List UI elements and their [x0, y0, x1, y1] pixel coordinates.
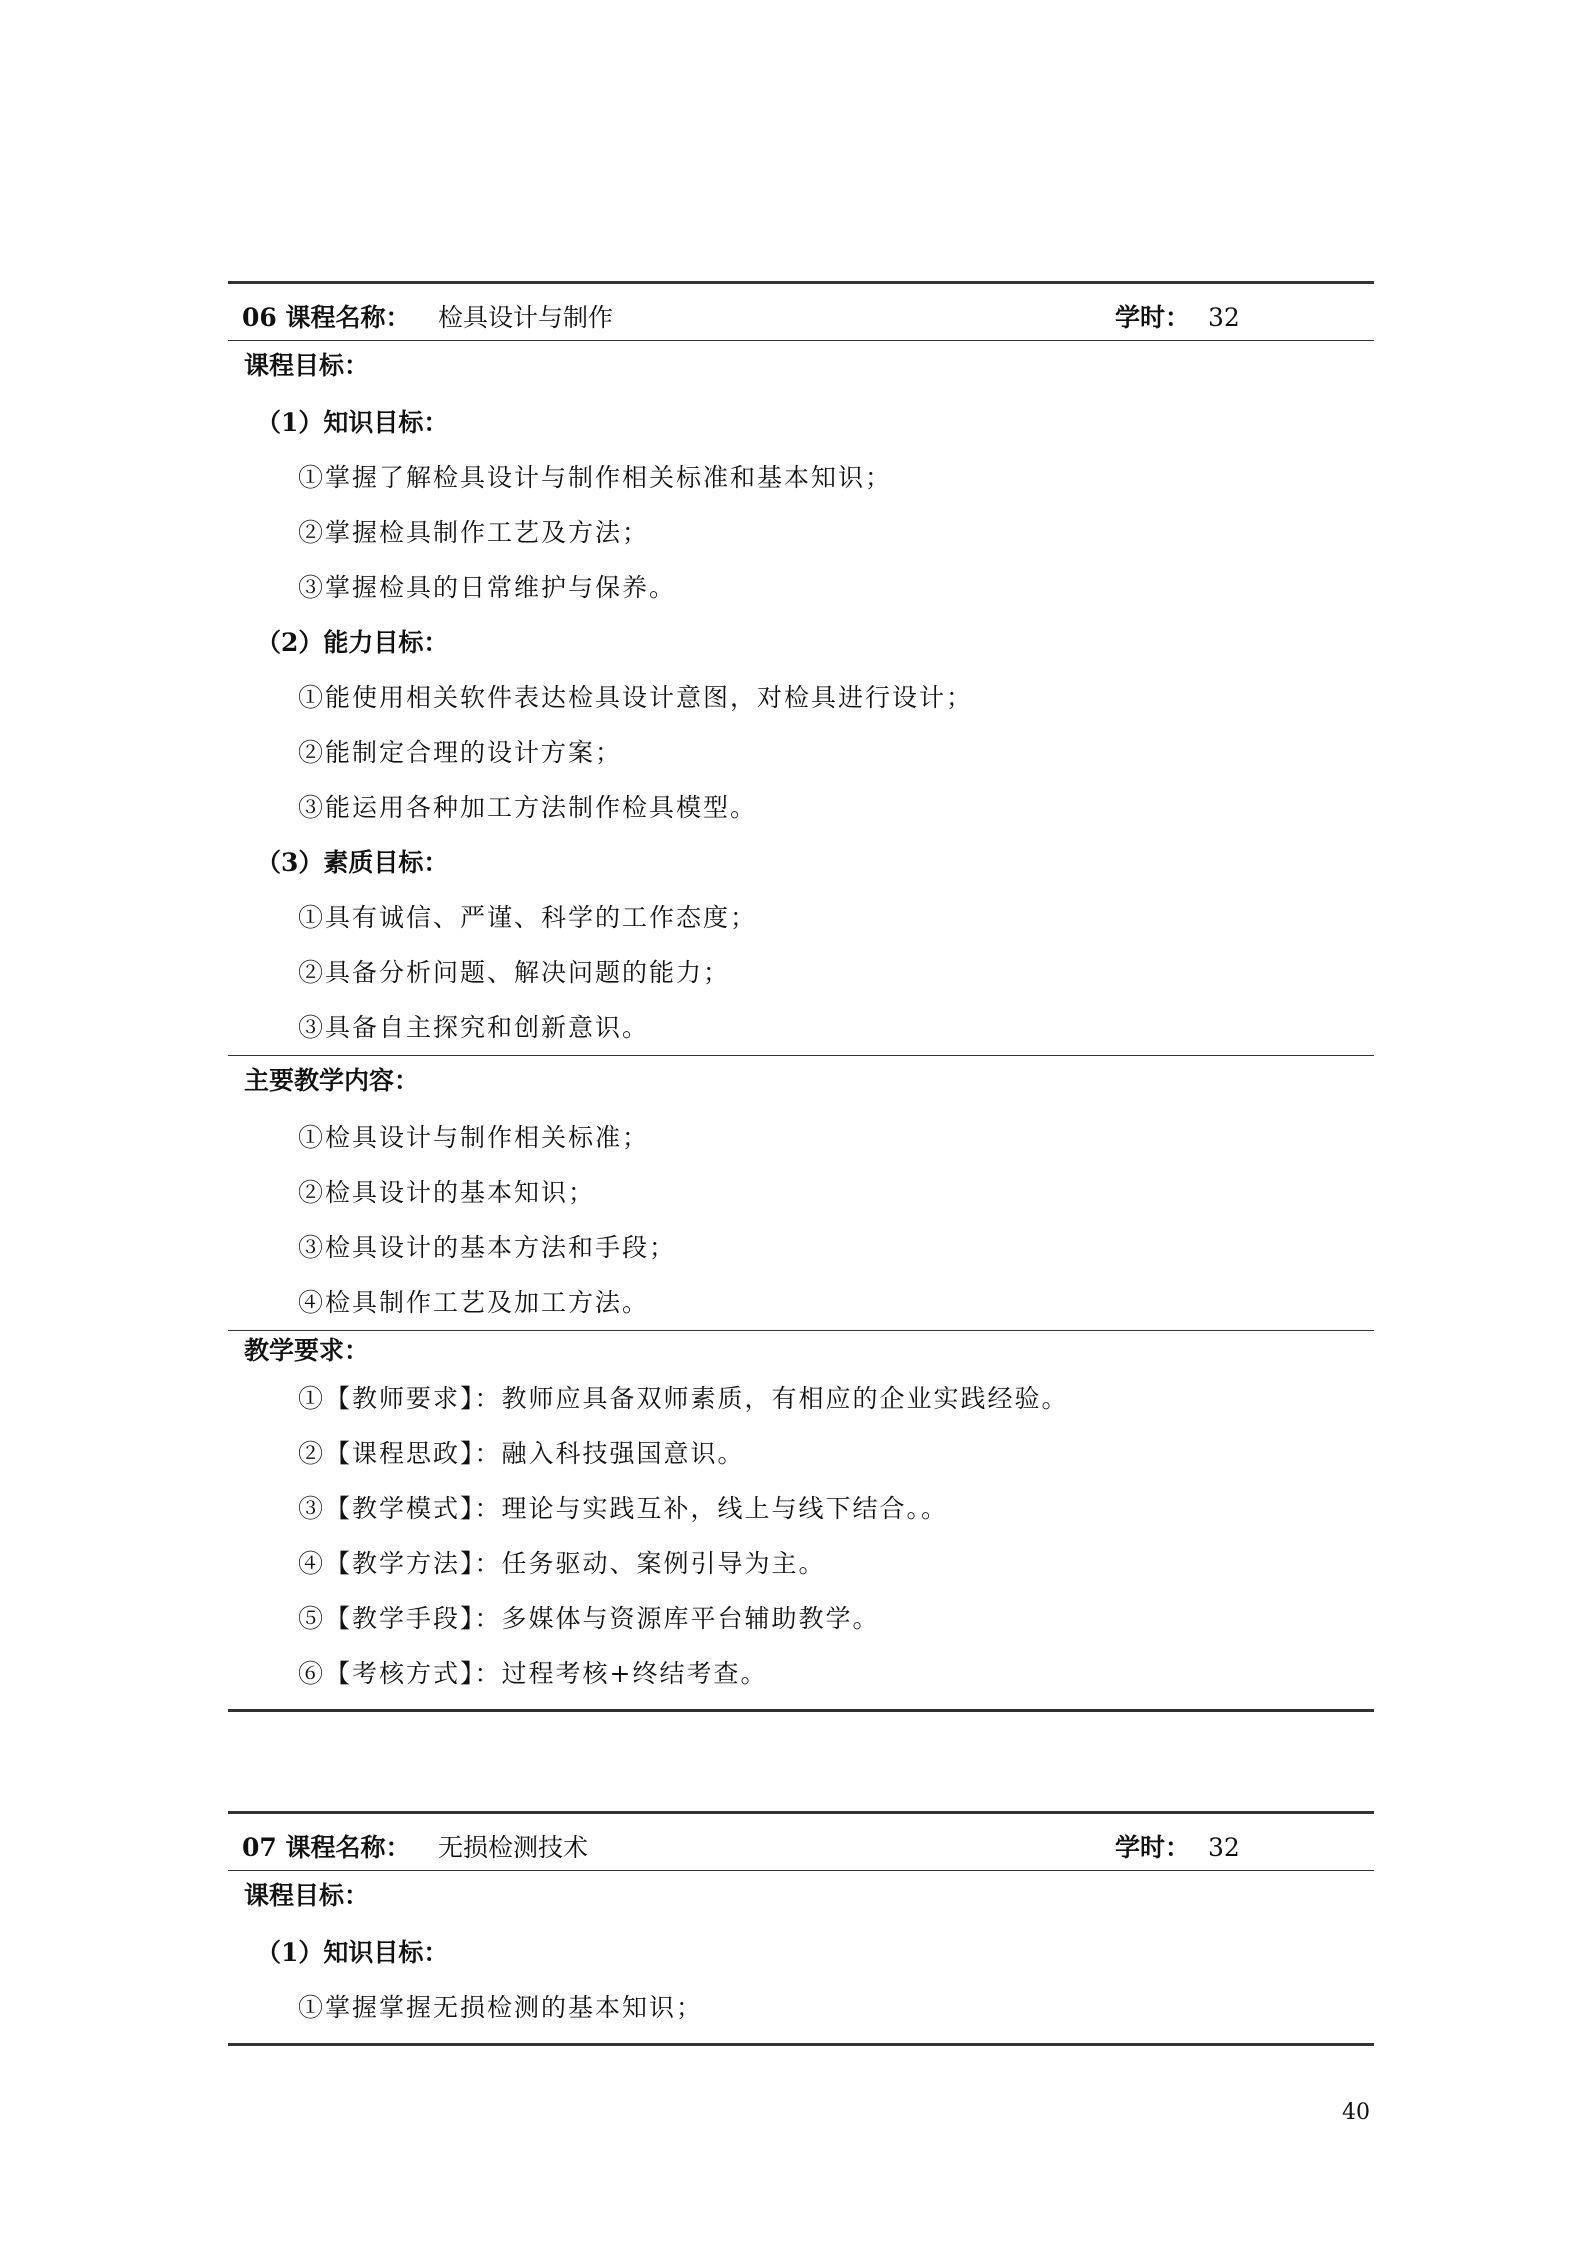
- hours-label: 学时：: [1115, 1833, 1191, 1862]
- requirements-list: [228, 1371, 1374, 1701]
- list-item: ①检具设计与制作相关标准；: [298, 1123, 650, 1152]
- list-item: ②检具设计的基本知识；: [298, 1178, 596, 1207]
- goals-title: 课程目标：: [244, 1881, 370, 1910]
- page-number: 40: [1342, 2100, 1370, 2125]
- list-item: ②具备分析问题、解决问题的能力；: [298, 958, 731, 987]
- course-name-label: 课程名称：: [285, 303, 411, 332]
- goals-title: 课程目标：: [244, 351, 370, 380]
- course-number: 06 课程名称：: [242, 303, 411, 332]
- course-header: [228, 1814, 1374, 1870]
- table-bottom-rule: [228, 1709, 1374, 1712]
- list-item: ①掌握了解检具设计与制作相关标准和基本知识；: [298, 463, 893, 492]
- course-name: 检具设计与制作: [438, 303, 614, 332]
- list-item: ⑥【考核方式】：过程考核+终结考查。: [298, 1659, 768, 1688]
- course-06-table: [228, 281, 1374, 1712]
- list-item: ④检具制作工艺及加工方法。: [298, 1288, 650, 1317]
- course-number: 07 课程名称：: [242, 1833, 411, 1862]
- list-item: ③能运用各种加工方法制作检具模型。: [298, 793, 758, 822]
- requirements-title: 教学要求：: [244, 1336, 370, 1365]
- list-item: ②能制定合理的设计方案；: [298, 738, 623, 767]
- course-header: [228, 284, 1374, 340]
- course-07-table: [228, 1811, 1374, 2046]
- hours-value: 32: [1208, 303, 1240, 332]
- content-title: 主要教学内容：: [244, 1066, 420, 1095]
- course-hours: [1115, 298, 1240, 334]
- ability-title: （2）能力目标：: [256, 628, 449, 657]
- hours-label: 学时：: [1115, 303, 1191, 332]
- list-item: ③【教学模式】：理论与实践互补，线上与线下结合。。: [298, 1494, 949, 1523]
- list-item: ③检具设计的基本方法和手段；: [298, 1233, 677, 1262]
- list-item: ②【课程思政】：融入科技强国意识。: [298, 1439, 745, 1468]
- course-hours: [1115, 1828, 1240, 1864]
- list-item: ①掌握掌握无损检测的基本知识；: [298, 1993, 704, 2022]
- quality-title: （3）素质目标：: [256, 848, 449, 877]
- knowledge-title: （1）知识目标：: [256, 1938, 449, 1967]
- list-item: ①能使用相关软件表达检具设计意图，对检具进行设计；: [298, 683, 974, 712]
- list-item: ④【教学方法】：任务驱动、案例引导为主。: [298, 1549, 826, 1578]
- list-item: ①具有诚信、严谨、科学的工作态度；: [298, 903, 758, 932]
- list-item: ①【教师要求】：教师应具备双师素质，有相应的企业实践经验。: [298, 1384, 1069, 1413]
- knowledge-title: （1）知识目标：: [256, 408, 449, 437]
- list-item: ③掌握检具的日常维护与保养。: [298, 573, 677, 602]
- list-item: ③具备自主探究和创新意识。: [298, 1013, 650, 1042]
- course-name: 无损检测技术: [438, 1833, 589, 1862]
- table-bottom-rule: [228, 2043, 1374, 2046]
- course-name-label: 课程名称：: [285, 1833, 411, 1862]
- hours-value: 32: [1208, 1833, 1240, 1862]
- list-item: ②掌握检具制作工艺及方法；: [298, 518, 650, 547]
- list-item: ⑤【教学手段】：多媒体与资源库平台辅助教学。: [298, 1604, 880, 1633]
